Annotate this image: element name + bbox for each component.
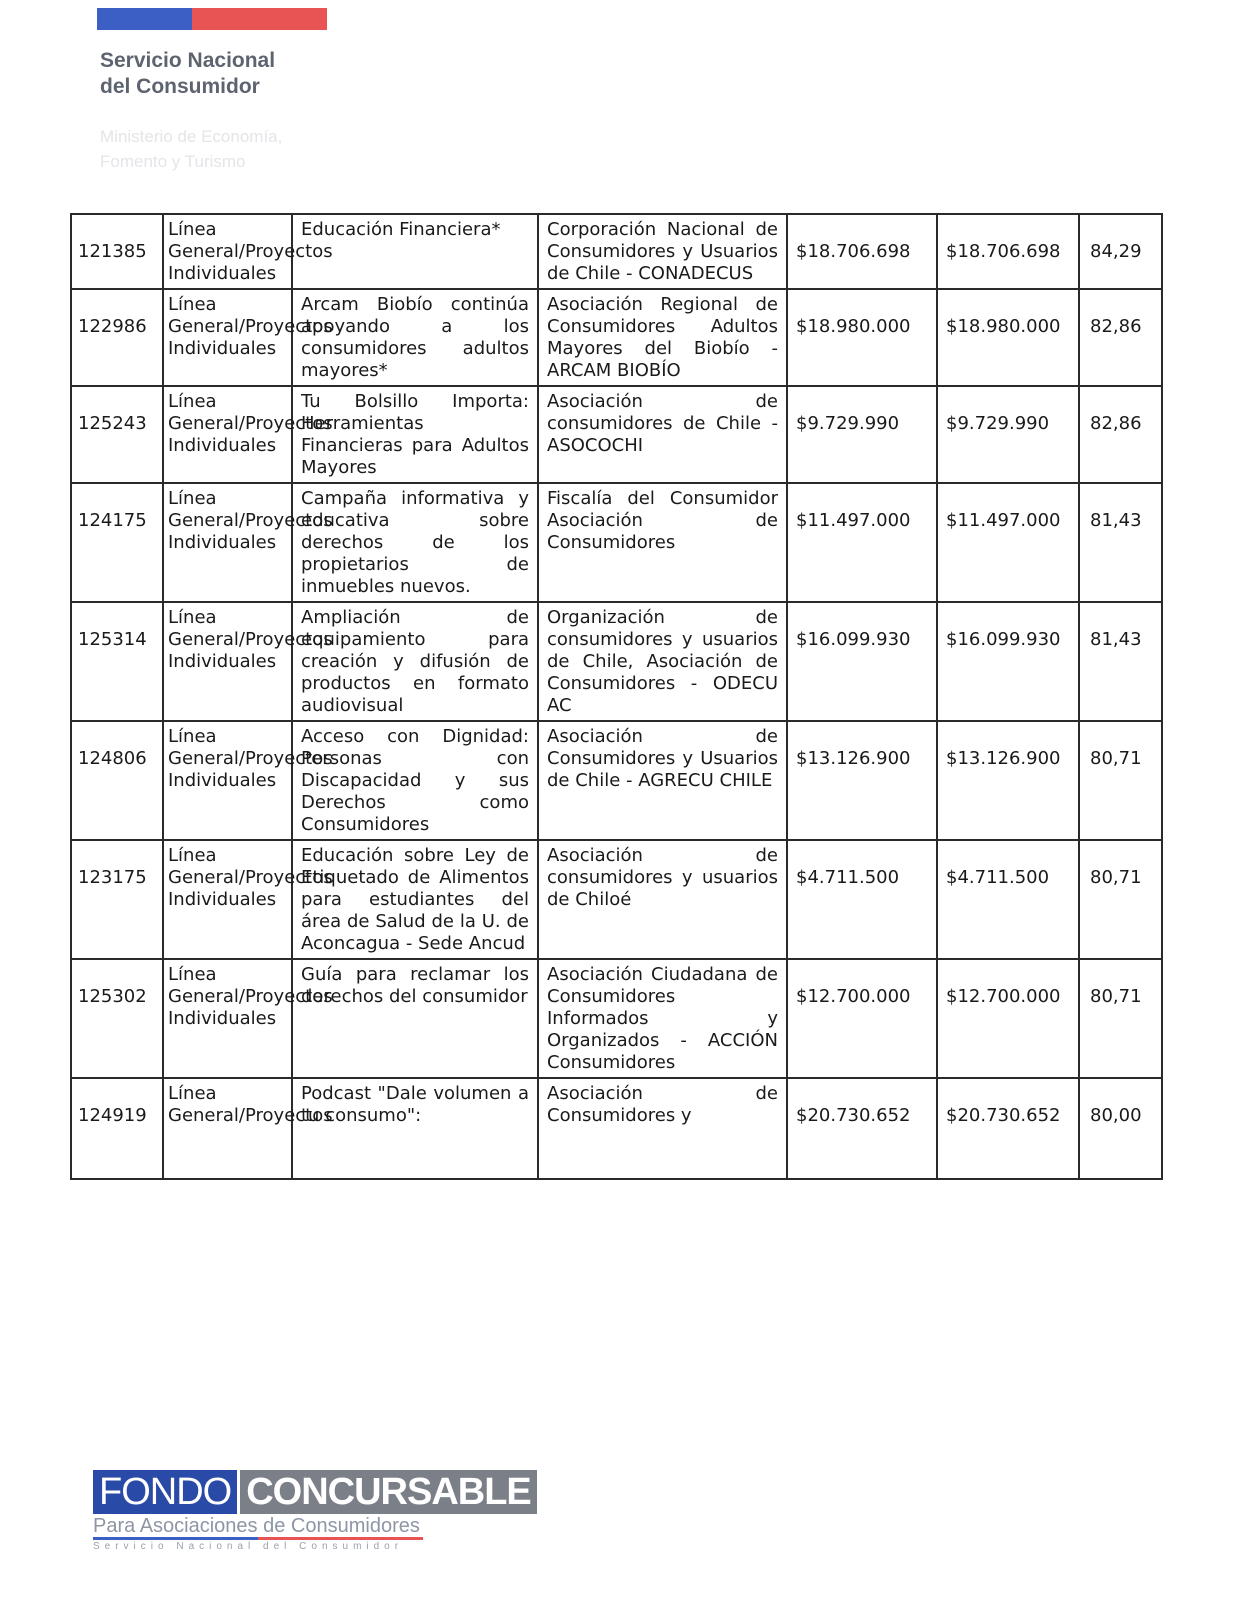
amount-requested: $11.497.000	[787, 483, 937, 602]
amount-assigned: $13.126.900	[937, 721, 1079, 840]
amount-assigned: $9.729.990	[937, 386, 1079, 483]
amount-requested: $12.700.000	[787, 959, 937, 1078]
projects-table-body	[71, 214, 1162, 1179]
amount-assigned: $18.706.698	[937, 214, 1079, 289]
project-id: 121385	[71, 214, 163, 289]
project-score: 84,29	[1079, 214, 1162, 289]
project-score: 82,86	[1079, 386, 1162, 483]
amount-assigned: $16.099.930	[937, 602, 1079, 721]
project-score: 82,86	[1079, 289, 1162, 386]
logo-concursable: CONCURSABLE	[240, 1470, 537, 1514]
project-id: 125314	[71, 602, 163, 721]
project-line: Línea General/Proyectos Individuales	[163, 289, 292, 386]
project-title: Tu Bolsillo Importa: Herramientas Financieras para Adultos Mayores	[292, 386, 538, 483]
amount-assigned: $4.711.500	[937, 840, 1079, 959]
project-organization: Corporación Nacional de Consumidores y Usuarios de Chile - CONADECUS	[538, 214, 787, 289]
project-organization: Asociación de Consumidores y	[538, 1078, 787, 1179]
project-id: 122986	[71, 289, 163, 386]
project-organization: Asociación Ciudadana de Consumidores Informados y Organizados - ACCIÓN Consumidores	[538, 959, 787, 1078]
logo-service-name: Servicio Nacional del Consumidor	[93, 1541, 404, 1552]
project-title: Educación sobre Ley de Etiquetado de Alimentos para estudiantes del área de Salud de la U. de Aconcagua - Sede Ancud	[292, 840, 538, 959]
logo-stripe	[93, 1537, 423, 1540]
project-id: 125243	[71, 386, 163, 483]
table-row	[71, 602, 1162, 721]
project-id: 123175	[71, 840, 163, 959]
org-line-1: Servicio Nacional	[100, 49, 276, 72]
project-organization: Asociación de consumidores de Chile - ASOCOCHI	[538, 386, 787, 483]
ministry-name	[100, 124, 282, 174]
project-title: Campaña informativa y educativa sobre derechos de los propietarios de inmuebles nuevos.	[292, 483, 538, 602]
table-row	[71, 386, 1162, 483]
gov-flag-bar	[97, 8, 327, 30]
project-organization: Asociación de Consumidores y Usuarios de Chile - AGRECU CHILE	[538, 721, 787, 840]
project-organization: Fiscalía del Consumidor Asociación de Consumidores	[538, 483, 787, 602]
project-score: 80,71	[1079, 840, 1162, 959]
project-line: Línea General/Proyectos Individuales	[163, 602, 292, 721]
table-row	[71, 959, 1162, 1078]
amount-requested: $16.099.930	[787, 602, 937, 721]
amount-requested: $9.729.990	[787, 386, 937, 483]
project-score: 80,71	[1079, 721, 1162, 840]
project-title: Acceso con Dignidad: Personas con Discapacidad y sus Derechos como Consumidores	[292, 721, 538, 840]
project-line: Línea General/Proyectos Individuales	[163, 840, 292, 959]
table-row	[71, 214, 1162, 289]
flag-blue	[97, 8, 192, 30]
project-line: Línea General/Proyectos	[163, 1078, 292, 1179]
organization-name	[100, 48, 275, 100]
logo-subtitle: Para Asociaciones de Consumidores	[93, 1515, 420, 1537]
flag-red	[192, 8, 327, 30]
project-title: Podcast "Dale volumen a tu consumo":	[292, 1078, 538, 1179]
project-line: Línea General/Proyectos Individuales	[163, 483, 292, 602]
amount-requested: $20.730.652	[787, 1078, 937, 1179]
project-score: 81,43	[1079, 602, 1162, 721]
projects-table	[70, 213, 1163, 1180]
project-line: Línea General/Proyectos Individuales	[163, 386, 292, 483]
project-score: 81,43	[1079, 483, 1162, 602]
stripe-red	[258, 1537, 423, 1540]
project-title: Guía para reclamar los derechos del consumidor	[292, 959, 538, 1078]
amount-assigned: $18.980.000	[937, 289, 1079, 386]
amount-assigned: $12.700.000	[937, 959, 1079, 1078]
amount-requested: $18.706.698	[787, 214, 937, 289]
project-line: Línea General/Proyectos Individuales	[163, 214, 292, 289]
table-row	[71, 840, 1162, 959]
logo-fondo: FONDO	[93, 1470, 237, 1514]
project-organization: Asociación de consumidores y usuarios de Chiloé	[538, 840, 787, 959]
table-row	[71, 483, 1162, 602]
project-id: 124175	[71, 483, 163, 602]
amount-assigned: $20.730.652	[937, 1078, 1079, 1179]
amount-assigned: $11.497.000	[937, 483, 1079, 602]
amount-requested: $18.980.000	[787, 289, 937, 386]
project-line: Línea General/Proyectos Individuales	[163, 721, 292, 840]
amount-requested: $13.126.900	[787, 721, 937, 840]
project-id: 125302	[71, 959, 163, 1078]
project-line: Línea General/Proyectos Individuales	[163, 959, 292, 1078]
fondo-concursable-logo	[93, 1470, 537, 1514]
project-id: 124806	[71, 721, 163, 840]
stripe-blue	[93, 1537, 258, 1540]
project-organization: Asociación Regional de Consumidores Adultos Mayores del Biobío - ARCAM BIOBÍO	[538, 289, 787, 386]
table-row	[71, 289, 1162, 386]
ministry-line-1: Ministerio de Economía,	[100, 127, 283, 146]
amount-requested: $4.711.500	[787, 840, 937, 959]
project-id: 124919	[71, 1078, 163, 1179]
project-score: 80,71	[1079, 959, 1162, 1078]
table-row	[71, 721, 1162, 840]
project-title: Ampliación de equipamiento para creación y difusión de productos en formato audiovisual	[292, 602, 538, 721]
ministry-line-2: Fomento y Turismo	[100, 152, 246, 171]
project-title: Educación Financiera*	[292, 214, 538, 289]
org-line-2: del Consumidor	[100, 75, 260, 98]
table-row	[71, 1078, 1162, 1179]
project-organization: Organización de consumidores y usuarios de Chile, Asociación de Consumidores - ODECU AC	[538, 602, 787, 721]
project-title: Arcam Biobío continúa apoyando a los consumidores adultos mayores*	[292, 289, 538, 386]
project-score: 80,00	[1079, 1078, 1162, 1179]
